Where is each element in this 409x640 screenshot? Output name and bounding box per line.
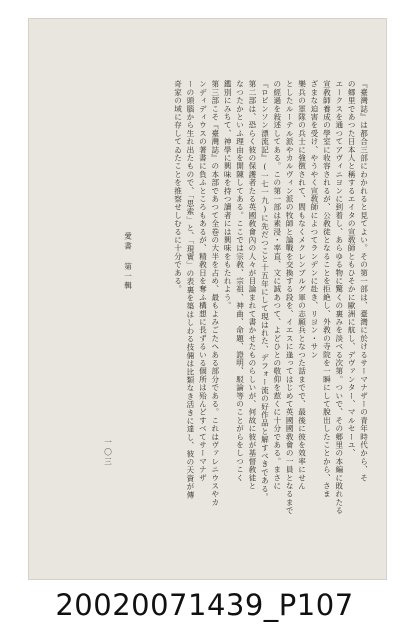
text-line: 鑑別にみちて、神學に興味を持つ讀者には興味をもたれよう。 (223, 80, 233, 310)
text-line: 第二部は、恐らく彼の保護者たる英國敎會內の人々が目論まれて書かせたものらしいが、何故に彼が基督敎徒と (247, 80, 257, 490)
image-caption: 20020071439_P107 (55, 588, 354, 622)
text-line: ーの頭腦から生れ出たもので、「思索」と、「現實」の表裏を築はしわる技倆は比類なき活きに達し、彼の天資が傳 (185, 80, 195, 499)
text-line: ざまな迫害を受け、やうやく宣敎師によつてランデンに赴き、リヨン・サン (309, 80, 319, 359)
text-line: 『臺灣誌』は都合三部にわかれると見てよい。その第一部は、臺灣に於けるサーマナザーの青年時代から、そ (359, 80, 369, 482)
text-line: ンディディウスの著書に負ふところもあるが、精敎日を奪ふ構想に長ずるいる個所は殆んどすべてサーマナザ (198, 80, 208, 482)
text-line: 『ロビンソン漂流記』(一七一九)に先だつこと十五年にして現はれた、デフォー流の好作品と解すべきである。 (260, 80, 270, 501)
text-line: 宣敎師養成の學室に收容されるが、公敎徒となることを拒絶し、外敎の寺院を一瞬にして脫出したことから、さま (322, 80, 332, 499)
text-line: エークスを通つてアヴィニヨンに到着し、あらゆる物に驚くの裏みを淡べる次第。ついで、その郷里の本編に敗れたる (334, 80, 344, 515)
text-line: の經過を敍述してある。この第一部は素浸・率直、文に誠あつて、よどひとの敬仰を惹くに十分である。まさに (272, 80, 282, 490)
text-line: 第三部こそ『臺灣誌』の本部であつて全卷の大半を占め、最もよみごたへある部分である。これはヴァレニウスやカ (210, 80, 220, 507)
book-title: 愛書 第一輯 (123, 232, 133, 291)
text-line: なつたかといふ理由を開陳してある。ここでは宗敎、宗祖、神曲、命題、證明、駁論等のことがらをしつこく (235, 80, 245, 482)
page-number: 一〇三 (103, 438, 113, 467)
text-line: 樂兵の軍隊の兵士に強徴されて、間もなくメクレンブルグ軍の志願兵となつた話までで、最後に彼を效率にせん (297, 80, 307, 490)
text-line: 奇家の域に存してゐたことを推察せしむるに十分である。 (173, 80, 183, 294)
document-page (28, 18, 387, 580)
text-line: としたルーテル派やカルヴィン派の牧師と論戰を交換する段を、イエスに逢ってはじめて英國國敎會の一員となるまで (285, 80, 295, 515)
text-line: の郷里であつた日本人と稱するエイタの宣敎師ともひそかに歐洲に航し、デヴァンター、マルセーユ、 (347, 80, 357, 458)
